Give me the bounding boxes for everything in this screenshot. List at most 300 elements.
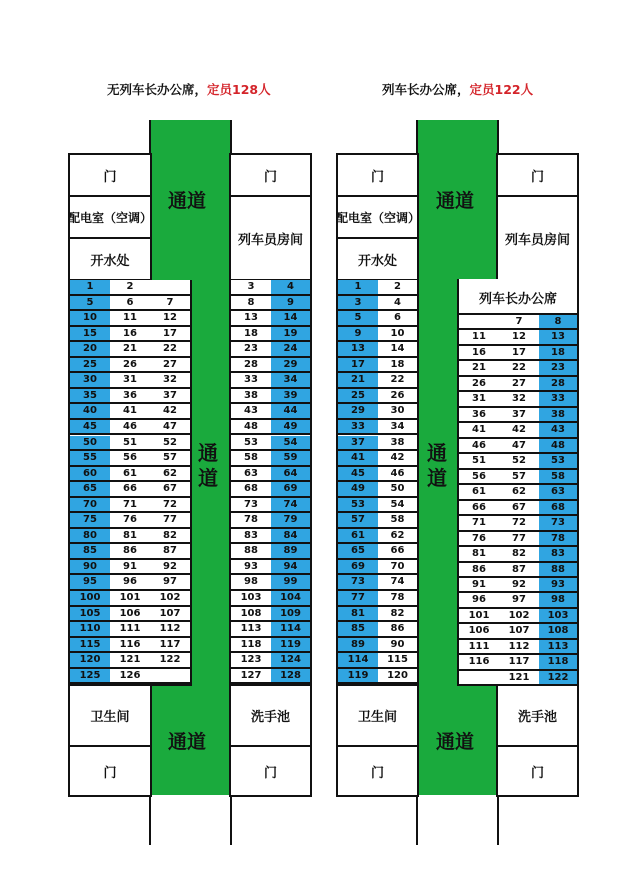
seat-number: 26	[390, 389, 405, 401]
seat-row	[231, 560, 310, 576]
seat-number: 17	[163, 327, 177, 339]
seat-row	[70, 622, 190, 638]
seat-number: 79	[271, 513, 310, 527]
seat-row	[459, 470, 577, 485]
seat-row	[459, 330, 577, 345]
seat-number: 10	[390, 327, 405, 339]
seat-number: 77	[512, 532, 526, 544]
seat-number: 110	[70, 622, 110, 636]
seat-number: 87	[163, 545, 177, 557]
seat-row	[338, 342, 417, 358]
seat-number: 89	[338, 638, 378, 652]
seat-row	[231, 591, 310, 607]
seat-number: 11	[123, 312, 137, 324]
seat-number: 125	[70, 669, 110, 683]
seat-number: 30	[70, 373, 110, 387]
seat-number: 124	[271, 653, 310, 667]
seat-number: 95	[70, 575, 110, 589]
seat-row	[338, 622, 417, 638]
seat-number: 41	[472, 424, 486, 436]
seat-row	[459, 532, 577, 547]
seat-number: 86	[390, 623, 405, 635]
seat-number: 123	[240, 654, 262, 666]
seat-number: 37	[512, 408, 526, 420]
seat-number: 112	[159, 623, 181, 635]
seat-row	[338, 327, 417, 343]
seat-number: 18	[244, 327, 258, 339]
seat-number: 42	[512, 424, 526, 436]
seat-row	[459, 547, 577, 562]
seat-number: 72	[512, 517, 526, 529]
seat-number: 99	[271, 575, 310, 589]
seat-row	[459, 361, 577, 376]
seat-row	[70, 607, 190, 623]
seat-number: 27	[163, 358, 177, 370]
seat-number: 26	[123, 358, 137, 370]
seat-number: 67	[163, 483, 177, 495]
seat-number: 114	[338, 653, 378, 667]
seat-number: 73	[244, 498, 258, 510]
seat-row	[459, 408, 577, 423]
seat-number: 29	[271, 358, 310, 372]
seat-number: 24	[271, 342, 310, 356]
seat-number: 37	[338, 436, 378, 450]
seat-number: 38	[244, 389, 258, 401]
seat-number: 42	[390, 452, 405, 464]
seat-number: 50	[390, 483, 405, 495]
seat-number: 7	[166, 296, 174, 308]
seat-row	[70, 327, 190, 343]
seat-number: 25	[338, 389, 378, 403]
seat-number: 103	[240, 592, 262, 603]
seat-number: 120	[70, 653, 110, 667]
seat-number: 101	[119, 592, 141, 603]
seat-number: 81	[472, 548, 486, 560]
seat-number: 18	[539, 346, 577, 359]
seat-number: 106	[468, 625, 490, 637]
seat-number: 61	[472, 486, 486, 498]
seat-number: 118	[539, 655, 577, 668]
left-washbasin-label: 洗手池	[250, 710, 290, 725]
seat-number: 91	[472, 578, 486, 590]
seat-row	[459, 563, 577, 578]
seat-number: 113	[539, 640, 577, 653]
seat-number: 70	[390, 560, 405, 572]
seat-number: 22	[512, 362, 526, 374]
seat-number: 119	[338, 669, 378, 683]
seat-number: 10	[70, 311, 110, 325]
left-boiler-label: 开水处	[90, 253, 130, 269]
seat-number: 115	[387, 654, 408, 666]
seat-row	[70, 513, 190, 529]
seat-number: 20	[70, 342, 110, 356]
seat-number: 61	[123, 467, 137, 479]
seat-row	[459, 609, 577, 624]
seat-number: 111	[468, 640, 490, 652]
seat-number: 98	[244, 576, 258, 588]
seat-number: 52	[163, 436, 177, 448]
seat-row	[231, 653, 310, 669]
seat-row	[231, 342, 310, 358]
seat-number: 76	[123, 514, 137, 526]
seat-row	[231, 373, 310, 389]
seat-number: 29	[338, 404, 378, 418]
seat-row	[338, 607, 417, 623]
seat-number: 112	[508, 640, 530, 652]
seat-row	[231, 638, 310, 654]
seat-row	[231, 358, 310, 374]
seat-number: 19	[271, 327, 310, 341]
seat-number: 40	[70, 404, 110, 418]
seat-number: 18	[390, 358, 405, 370]
seat-row	[338, 280, 417, 296]
seat-number: 60	[70, 467, 110, 481]
left-door-bottom-right-label: 门	[263, 765, 277, 781]
seat-row	[338, 389, 417, 405]
seat-number: 115	[70, 638, 110, 652]
seat-number: 31	[123, 374, 137, 386]
seat-number: 96	[472, 594, 486, 606]
seat-number: 104	[271, 591, 310, 605]
seat-number: 58	[244, 452, 258, 464]
seat-number: 86	[472, 563, 486, 575]
seat-row	[338, 653, 417, 669]
seat-number: 8	[247, 296, 255, 308]
seat-number: 92	[163, 560, 177, 572]
seat-number: 33	[539, 392, 577, 405]
seat-row	[338, 467, 417, 483]
right-aisle-top-label: 通道	[436, 190, 475, 212]
right-door-top-left-label: 门	[370, 169, 384, 185]
seat-number: 57	[338, 513, 378, 527]
right-conductor-office-label: 列车长办公席	[478, 291, 557, 307]
seat-number: 77	[338, 591, 378, 605]
seat-number: 38	[539, 408, 577, 421]
seat-number: 128	[271, 669, 310, 683]
seat-number: 46	[472, 439, 486, 451]
seat-row	[70, 404, 190, 420]
seat-number: 28	[539, 377, 577, 390]
seat-row	[459, 516, 577, 531]
seat-row	[459, 655, 577, 670]
seat-number: 114	[271, 622, 310, 636]
right-seats-right	[457, 313, 579, 686]
seat-number: 23	[244, 343, 258, 355]
seat-number: 22	[163, 343, 177, 355]
seat-number: 56	[472, 470, 486, 482]
seat-number: 116	[119, 638, 141, 650]
seat-row	[70, 575, 190, 591]
seat-row	[459, 377, 577, 392]
seat-number: 36	[123, 389, 137, 401]
seat-number: 15	[70, 327, 110, 341]
seat-number: 42	[163, 405, 177, 417]
seat-number: 120	[387, 669, 408, 681]
seat-row	[338, 451, 417, 467]
seat-row	[231, 389, 310, 405]
left-car-title: 无列车长办公席，定员128人	[107, 82, 271, 97]
seat-row	[338, 482, 417, 498]
seat-number: 98	[539, 593, 577, 606]
seat-number: 53	[539, 454, 577, 467]
seat-number: 76	[472, 532, 486, 544]
left-door-top-left-label: 门	[103, 169, 117, 185]
seat-row	[231, 575, 310, 591]
seat-row	[338, 373, 417, 389]
seat-number: 85	[338, 622, 378, 636]
seat-row	[70, 669, 190, 685]
seat-number: 47	[163, 420, 177, 432]
right-washbasin-label: 洗手池	[517, 710, 557, 725]
seat-number: 49	[338, 482, 378, 496]
seat-number: 30	[390, 405, 405, 417]
seat-number: 8	[539, 315, 577, 328]
seat-number: 90	[390, 638, 405, 650]
seat-number: 88	[539, 563, 577, 576]
seat-row	[459, 501, 577, 516]
seat-row	[70, 451, 190, 467]
seat-row	[338, 404, 417, 420]
seat-number: 72	[163, 498, 177, 510]
seat-number: 16	[123, 327, 137, 339]
seat-number: 35	[70, 389, 110, 403]
seat-number: 105	[70, 607, 110, 621]
seat-number: 2	[394, 281, 401, 292]
seat-number: 6	[126, 296, 134, 308]
seat-number: 43	[244, 405, 258, 417]
seat-number: 14	[390, 343, 405, 355]
seat-row	[70, 280, 190, 296]
seat-row	[70, 638, 190, 654]
seat-number: 77	[163, 514, 177, 526]
seat-number: 13	[338, 342, 378, 356]
seat-number: 97	[512, 594, 526, 606]
seat-number: 52	[512, 455, 526, 467]
seat-row	[70, 389, 190, 405]
seat-number: 54	[271, 436, 310, 450]
seat-number: 63	[539, 485, 577, 498]
seat-number: 39	[271, 389, 310, 403]
seat-number: 63	[244, 467, 258, 479]
seat-number: 111	[119, 623, 141, 635]
seat-row	[338, 420, 417, 436]
seat-number: 32	[512, 393, 526, 405]
right-toilet-label: 卫生间	[357, 710, 397, 725]
seat-row	[70, 544, 190, 560]
seat-number: 81	[123, 529, 137, 541]
seat-row	[338, 513, 417, 529]
seat-row	[459, 454, 577, 469]
seat-number: 26	[472, 377, 486, 389]
seat-number: 93	[539, 578, 577, 591]
seat-number: 58	[539, 470, 577, 483]
seat-number: 9	[271, 296, 310, 310]
left-wall-bl	[149, 795, 151, 845]
seat-row	[338, 436, 417, 452]
seat-number: 92	[512, 578, 526, 590]
seat-number: 96	[123, 576, 137, 588]
seat-number: 28	[244, 358, 258, 370]
seat-number: 22	[390, 374, 405, 386]
seat-number: 45	[70, 420, 110, 434]
seat-number: 82	[163, 529, 177, 541]
seat-number: 3	[247, 281, 255, 292]
right-aisle-mid-label: 通道	[427, 441, 447, 490]
seat-row	[231, 296, 310, 312]
seat-row	[338, 544, 417, 560]
seat-row	[459, 439, 577, 454]
seat-number: 9	[338, 327, 378, 341]
seat-number: 75	[70, 513, 110, 527]
seat-row	[338, 296, 417, 312]
seat-number: 53	[338, 498, 378, 512]
seat-number	[150, 280, 190, 294]
seat-row	[459, 485, 577, 500]
seat-number: 55	[70, 451, 110, 465]
seat-number: 32	[163, 374, 177, 386]
seat-number	[459, 315, 499, 328]
seat-row	[231, 544, 310, 560]
seat-number: 90	[70, 560, 110, 574]
seat-row	[338, 311, 417, 327]
seat-number: 62	[512, 486, 526, 498]
seat-row	[459, 624, 577, 639]
seat-row	[231, 482, 310, 498]
seat-row	[231, 498, 310, 514]
right-wall-bl	[416, 795, 418, 845]
seat-number: 41	[123, 405, 137, 417]
seat-number: 3	[338, 296, 378, 310]
seat-number: 81	[338, 607, 378, 621]
seat-number: 17	[338, 358, 378, 372]
seat-number: 23	[539, 361, 577, 374]
seat-row	[338, 669, 417, 685]
seat-row	[70, 591, 190, 607]
seat-number: 62	[163, 467, 177, 479]
left-aisle-top-label: 通道	[168, 190, 207, 212]
seat-number: 121	[119, 654, 141, 666]
seat-number: 61	[338, 529, 378, 543]
seat-number: 84	[271, 529, 310, 543]
seat-row	[70, 358, 190, 374]
right-door-bottom-left-label: 门	[370, 765, 384, 781]
seat-row	[338, 529, 417, 545]
right-seats-left	[336, 280, 419, 686]
seat-number: 58	[390, 514, 405, 526]
seat-row	[231, 311, 310, 327]
seat-row	[231, 513, 310, 529]
seat-number: 11	[472, 331, 486, 343]
seat-number: 37	[163, 389, 177, 401]
seat-number: 103	[539, 609, 577, 622]
seat-row	[70, 467, 190, 483]
seat-number: 34	[271, 373, 310, 387]
seat-number: 88	[244, 545, 258, 557]
seat-number: 12	[512, 331, 526, 343]
left-seats-left	[68, 280, 192, 686]
seat-number: 65	[70, 482, 110, 496]
seat-row	[459, 315, 577, 330]
seat-number: 102	[159, 592, 181, 603]
seat-number: 25	[70, 358, 110, 372]
seat-row	[231, 280, 310, 296]
right-crew-room-label: 列车员房间	[504, 232, 570, 248]
seat-row	[459, 593, 577, 608]
seat-number: 74	[390, 576, 405, 588]
seat-number: 87	[512, 563, 526, 575]
seat-number: 97	[163, 576, 177, 588]
seat-number: 48	[244, 420, 258, 432]
seat-number: 57	[512, 470, 526, 482]
seat-row	[70, 311, 190, 327]
seat-row	[231, 451, 310, 467]
seat-number: 69	[338, 560, 378, 574]
seat-number: 66	[472, 501, 486, 513]
seat-number: 82	[512, 548, 526, 560]
seat-row	[70, 560, 190, 576]
left-aisle-mid-label: 通道	[198, 441, 218, 490]
seat-number: 17	[512, 346, 526, 358]
seat-row	[459, 423, 577, 438]
seat-number: 108	[240, 607, 262, 619]
seat-number: 122	[159, 654, 181, 666]
seat-number: 109	[271, 607, 310, 621]
seat-row	[70, 342, 190, 358]
seat-number: 46	[123, 420, 137, 432]
left-wall-br	[230, 795, 232, 845]
seat-number: 12	[163, 312, 177, 324]
seat-number: 21	[123, 343, 137, 355]
seat-number: 43	[539, 423, 577, 436]
seat-number: 93	[244, 560, 258, 572]
seat-number: 86	[123, 545, 137, 557]
right-boiler-label: 开水处	[357, 253, 397, 269]
left-distribution-room-label: 配电室（空调）	[68, 210, 153, 225]
seat-number: 119	[271, 638, 310, 652]
seat-number: 6	[394, 312, 401, 324]
seat-number: 73	[539, 516, 577, 529]
seat-number: 121	[508, 671, 530, 683]
seat-number: 68	[539, 501, 577, 514]
seat-number: 71	[123, 498, 137, 510]
seat-number: 116	[468, 656, 490, 668]
left-door-bottom-left-label: 门	[103, 765, 117, 781]
seat-row	[459, 346, 577, 361]
seat-number: 127	[240, 669, 262, 681]
seat-number: 1	[338, 280, 378, 294]
seat-number: 83	[539, 547, 577, 560]
seat-number: 102	[508, 609, 530, 621]
seat-number	[150, 669, 190, 683]
seat-number: 89	[271, 544, 310, 558]
seat-number: 34	[390, 420, 405, 432]
seat-number: 13	[244, 312, 258, 324]
right-wall-br	[497, 795, 499, 845]
seat-row	[231, 327, 310, 343]
seat-number: 21	[472, 362, 486, 374]
seat-number: 47	[512, 439, 526, 451]
right-distribution-room-label: 配电室（空调）	[336, 210, 421, 225]
seat-number: 4	[271, 280, 310, 294]
seat-number: 68	[244, 483, 258, 495]
seat-row	[70, 436, 190, 452]
seat-number: 5	[70, 296, 110, 310]
seat-row	[70, 482, 190, 498]
seat-row	[70, 529, 190, 545]
seat-number: 67	[512, 501, 526, 513]
seat-row	[338, 591, 417, 607]
seat-number: 51	[472, 455, 486, 467]
